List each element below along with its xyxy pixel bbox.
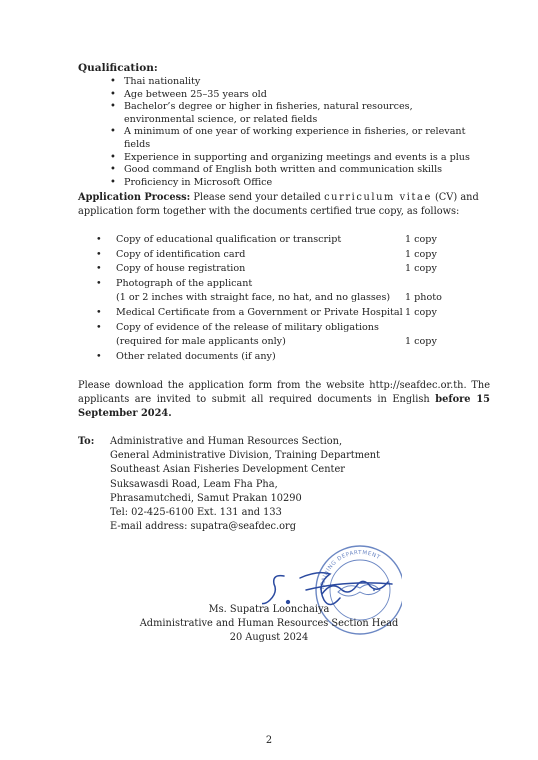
table-row [96, 234, 496, 249]
stamp-text: TRAINING DEPARTMENT [319, 549, 382, 591]
document-name: (1 or 2 inches with straight face, no hat, and no glasses) [116, 292, 391, 304]
bullet-icon: • [96, 306, 102, 318]
list-item: • Proficiency in Microsoft Office [96, 177, 476, 190]
list-item: • Age between 25–35 years old [96, 89, 476, 102]
address-block [110, 435, 380, 534]
table-row [96, 263, 496, 278]
bullet-icon: • [96, 248, 102, 260]
bullet-icon: • [96, 321, 102, 333]
list-item: • Good command of English both written and communication skills [96, 164, 476, 177]
list-item: • Thai nationality [96, 76, 476, 89]
document-name: Copy of educational qualification or transcript [116, 234, 342, 245]
application-text-1: Please send your detailed [190, 192, 325, 203]
table-row [96, 336, 496, 351]
address-line: General Administrative Division, Training Department [110, 450, 381, 462]
address-line: Phrasamutchedi, Samut Prakan 10290 [110, 492, 302, 504]
qualification-heading: Qualification: [78, 62, 158, 74]
address-line: E-mail address: supatra@seafdec.org [110, 521, 297, 533]
page-number: 2 [265, 735, 273, 746]
bullet-icon: • [96, 277, 102, 289]
document-qty: 1 copy [405, 306, 437, 318]
application-text-2: (CV) and application form together with the documents certified true copy, as follows: [78, 192, 479, 217]
address-line: Tel: 02-425-6100 Ext. 131 and 133 [110, 507, 282, 519]
signatory-name: Ms. Supatra Loonchaiya [208, 604, 330, 615]
to-label: To: [78, 436, 95, 447]
cv-term: curriculum vitae [324, 192, 432, 203]
document-name: Other related documents (if any) [116, 350, 276, 362]
table-row [96, 322, 496, 337]
download-paragraph [78, 379, 490, 421]
table-row [96, 307, 496, 322]
application-process-label: Application Process: [78, 192, 191, 203]
signatory-title: Administrative and Human Resources Section Head [139, 618, 399, 629]
signature-date: 20 August 2024 [229, 632, 309, 643]
bullet-icon: • [96, 350, 102, 362]
table-row [96, 249, 496, 264]
address-line: Southeast Asian Fisheries Development Center [110, 464, 345, 476]
document-name: Medical Certificate from a Government or Private Hospital [116, 306, 403, 318]
list-item: • Experience in supporting and organizing meetings and events is a plus [96, 152, 476, 165]
document-qty: 1 copy [405, 248, 437, 260]
qualification-list [96, 76, 476, 189]
document-qty: 1 copy [405, 336, 437, 348]
documents-list [96, 234, 496, 365]
table-row [96, 351, 496, 366]
document-name: Photograph of the applicant [116, 277, 253, 289]
list-item: • A minimum of one year of working experience in fisheries, or relevant fields [96, 126, 476, 151]
table-row [96, 278, 496, 293]
table-row [96, 292, 496, 307]
download-text: Please download the application form from the website http://seafdec.or.th. The applicants are invited to submit all required documents in English [78, 380, 490, 405]
document-name: Copy of identification card [116, 248, 246, 260]
list-item: • Bachelor’s degree or higher in fisheries, natural resources, environmental science, or related fields [96, 101, 476, 126]
document-qty: 1 copy [405, 263, 437, 275]
bullet-icon: • [96, 234, 102, 245]
application-process-paragraph [78, 191, 490, 219]
document-name: (required for male applicants only) [116, 336, 286, 348]
document-qty: 1 copy [405, 234, 437, 245]
handwritten-signature [262, 573, 392, 605]
bullet-icon: • [96, 263, 102, 275]
address-line: Suksawasdi Road, Leam Fha Pha, [110, 478, 278, 490]
deadline-text: before 15 September 2024. [78, 394, 490, 419]
address-line: Administrative and Human Resources Section, [110, 436, 343, 447]
document-name: Copy of house registration [116, 263, 246, 275]
document-qty: 1 photo [405, 292, 442, 304]
document-name: Copy of evidence of the release of military obligations [116, 321, 379, 333]
